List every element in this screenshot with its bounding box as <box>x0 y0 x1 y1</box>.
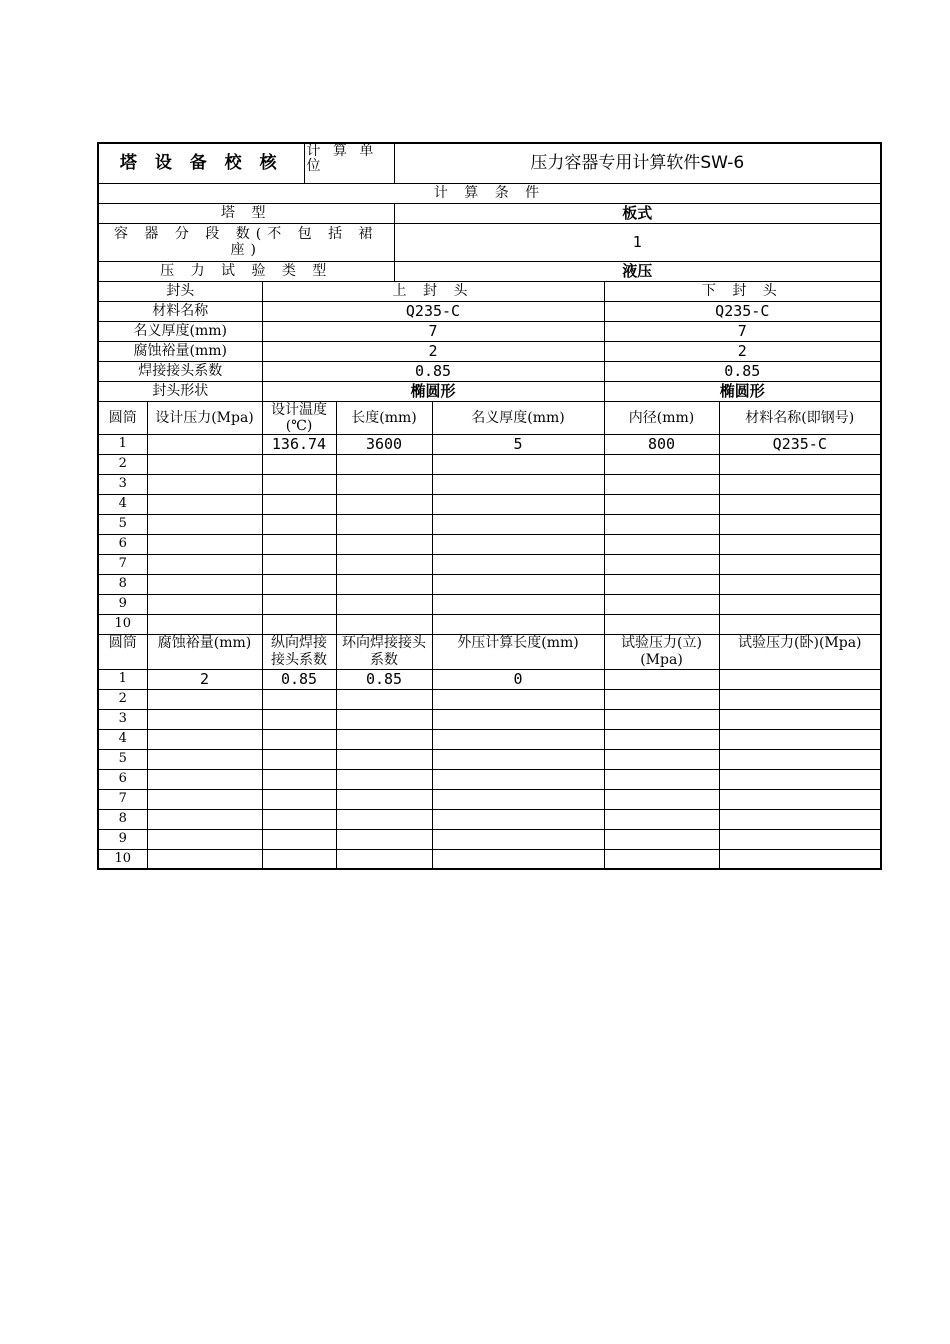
row-index-cell: 8 <box>98 809 147 829</box>
table-cell <box>262 769 336 789</box>
head-row-label: 名义厚度(mm) <box>98 321 262 341</box>
table-cell <box>262 534 336 554</box>
row-index-cell: 10 <box>98 849 147 869</box>
shell1-header-cell: 长度(mm) <box>336 401 432 434</box>
shell2-header-row <box>98 634 881 669</box>
table-cell <box>719 789 881 809</box>
table-cell: 136.74 <box>262 434 336 454</box>
table-cell <box>336 689 432 709</box>
table-cell <box>147 829 262 849</box>
row-index-cell: 9 <box>98 594 147 614</box>
table-cell <box>147 554 262 574</box>
shell-table-test <box>98 634 881 869</box>
row-index-cell: 9 <box>98 829 147 849</box>
row-index-cell: 3 <box>98 474 147 494</box>
row-index-cell: 2 <box>98 454 147 474</box>
tower-type-value: 板式 <box>394 203 881 223</box>
table-cell <box>262 829 336 849</box>
table-cell <box>432 474 604 494</box>
table-cell <box>336 849 432 869</box>
lower-head-value: 0.85 <box>604 361 881 381</box>
row-index-cell: 6 <box>98 769 147 789</box>
header-row <box>98 143 881 183</box>
upper-head-value: Q235-C <box>262 301 604 321</box>
shell2-header-cell: 纵向焊接接头系数 <box>262 634 336 669</box>
head-row-label: 焊接接头系数 <box>98 361 262 381</box>
table-cell <box>719 494 881 514</box>
shell2-header-cell: 外压计算长度(mm) <box>432 634 604 669</box>
row-index-cell: 2 <box>98 689 147 709</box>
calc-unit-label: 计 算 单 位 <box>304 143 394 183</box>
pressure-test-label: 压 力 试 验 类 型 <box>98 261 394 281</box>
table-cell <box>336 514 432 534</box>
table-cell <box>432 574 604 594</box>
table-cell <box>719 554 881 574</box>
table-cell <box>719 849 881 869</box>
upper-head-value: 7 <box>262 321 604 341</box>
table-cell <box>604 514 719 534</box>
table-cell <box>604 614 719 634</box>
table-cell <box>147 534 262 554</box>
table-cell <box>432 554 604 574</box>
table-cell <box>262 614 336 634</box>
table-row <box>98 474 881 494</box>
table-cell <box>719 514 881 534</box>
table-cell <box>432 689 604 709</box>
pressure-test-row <box>98 261 881 281</box>
table-cell: 0 <box>432 669 604 689</box>
table-cell <box>432 454 604 474</box>
table-cell <box>336 614 432 634</box>
head-row-label: 封头形状 <box>98 381 262 401</box>
table-cell <box>432 594 604 614</box>
table-cell <box>432 494 604 514</box>
row-index-cell: 5 <box>98 749 147 769</box>
table-cell <box>604 729 719 749</box>
shell2-header-cell: 试验压力(卧)(Mpa) <box>719 634 881 669</box>
table-cell <box>262 849 336 869</box>
lower-head-value: 7 <box>604 321 881 341</box>
row-index-cell: 6 <box>98 534 147 554</box>
table-cell <box>432 809 604 829</box>
head-row-weld <box>98 361 881 381</box>
table-cell <box>262 749 336 769</box>
segments-value: 1 <box>394 223 881 261</box>
table-cell <box>336 749 432 769</box>
row-index-cell: 1 <box>98 669 147 689</box>
table-cell <box>262 709 336 729</box>
lower-head-value: 椭圆形 <box>604 381 881 401</box>
table-cell <box>604 749 719 769</box>
head-row-shape <box>98 381 881 401</box>
table-cell: 0.85 <box>262 669 336 689</box>
table-cell <box>604 554 719 574</box>
row-index-cell: 1 <box>98 434 147 454</box>
table-cell <box>147 809 262 829</box>
table-row <box>98 669 881 689</box>
table-cell <box>719 689 881 709</box>
table-cell <box>336 594 432 614</box>
table-cell <box>604 574 719 594</box>
table-cell <box>719 809 881 829</box>
table-cell: 3600 <box>336 434 432 454</box>
table-cell <box>719 709 881 729</box>
lower-head-value: 2 <box>604 341 881 361</box>
table-cell <box>719 749 881 769</box>
heads-header-row <box>98 281 881 301</box>
lower-head-value: Q235-C <box>604 301 881 321</box>
table-cell <box>719 474 881 494</box>
table-cell: Q235-C <box>719 434 881 454</box>
table-row <box>98 574 881 594</box>
table-cell <box>336 554 432 574</box>
segments-label: 容 器 分 段 数(不 包 括 裙 座) <box>98 223 394 261</box>
table-cell: 2 <box>147 669 262 689</box>
table-cell <box>336 729 432 749</box>
table-cell <box>262 514 336 534</box>
table-row <box>98 594 881 614</box>
table-cell <box>604 709 719 729</box>
pressure-test-value: 液压 <box>394 261 881 281</box>
table-cell <box>147 789 262 809</box>
table-cell <box>719 669 881 689</box>
table-cell <box>147 434 262 454</box>
row-index-cell: 7 <box>98 554 147 574</box>
head-row-thickness <box>98 321 881 341</box>
table-cell <box>262 789 336 809</box>
shell-table-design <box>98 401 881 634</box>
segments-row <box>98 223 881 261</box>
table-cell <box>262 474 336 494</box>
table-cell <box>719 829 881 849</box>
table-row <box>98 554 881 574</box>
table-cell <box>336 574 432 594</box>
table-row <box>98 434 881 454</box>
table-cell <box>719 594 881 614</box>
row-index-cell: 7 <box>98 789 147 809</box>
conditions-title: 计 算 条 件 <box>98 183 881 203</box>
shell1-header-cell: 圆筒 <box>98 401 147 434</box>
table-cell <box>147 614 262 634</box>
software-name: 压力容器专用计算软件SW-6 <box>394 143 881 183</box>
table-cell <box>604 809 719 829</box>
table-cell <box>432 849 604 869</box>
table-row <box>98 769 881 789</box>
row-index-cell: 4 <box>98 729 147 749</box>
table-cell <box>147 594 262 614</box>
table-row <box>98 614 881 634</box>
head-row-material <box>98 301 881 321</box>
table-cell <box>432 769 604 789</box>
table-cell <box>719 614 881 634</box>
upper-head-label: 上 封 头 <box>262 281 604 301</box>
table-cell <box>147 689 262 709</box>
table-cell <box>147 514 262 534</box>
table-cell <box>604 689 719 709</box>
shell1-header-cell: 材料名称(即钢号) <box>719 401 881 434</box>
lower-head-label: 下 封 头 <box>604 281 881 301</box>
table-cell <box>336 454 432 474</box>
table-cell <box>719 769 881 789</box>
tower-check-sheet <box>97 142 882 870</box>
table-cell <box>262 494 336 514</box>
table-row <box>98 514 881 534</box>
table-cell <box>336 494 432 514</box>
table-cell <box>432 709 604 729</box>
table-cell <box>336 769 432 789</box>
table-cell <box>262 689 336 709</box>
upper-head-value: 0.85 <box>262 361 604 381</box>
table-cell <box>432 514 604 534</box>
table-row <box>98 689 881 709</box>
row-index-cell: 8 <box>98 574 147 594</box>
table-row <box>98 809 881 829</box>
table-row <box>98 494 881 514</box>
table-cell <box>604 829 719 849</box>
row-index-cell: 4 <box>98 494 147 514</box>
table-cell <box>432 789 604 809</box>
row-index-cell: 5 <box>98 514 147 534</box>
table-cell <box>262 574 336 594</box>
table-cell <box>147 474 262 494</box>
shell2-header-cell: 环向焊接接头系数 <box>336 634 432 669</box>
table-cell <box>147 454 262 474</box>
table-cell <box>336 474 432 494</box>
table-cell <box>719 729 881 749</box>
table-row <box>98 709 881 729</box>
table-row <box>98 789 881 809</box>
table-cell <box>262 594 336 614</box>
shell1-header-cell: 名义厚度(mm) <box>432 401 604 434</box>
table-cell <box>604 534 719 554</box>
table-cell <box>147 709 262 729</box>
table-row <box>98 729 881 749</box>
conditions-title-row <box>98 183 881 203</box>
table-cell <box>336 789 432 809</box>
table-cell <box>336 809 432 829</box>
row-index-cell: 3 <box>98 709 147 729</box>
table-cell <box>604 454 719 474</box>
shell2-header-cell: 圆筒 <box>98 634 147 669</box>
table-cell <box>604 474 719 494</box>
table-cell: 800 <box>604 434 719 454</box>
table-cell <box>719 574 881 594</box>
shell1-header-cell: 设计压力(Mpa) <box>147 401 262 434</box>
sheet-title: 塔 设 备 校 核 <box>98 143 304 183</box>
shell2-header-cell: 腐蚀裕量(mm) <box>147 634 262 669</box>
table-cell <box>336 534 432 554</box>
table-cell <box>432 749 604 769</box>
table-row <box>98 534 881 554</box>
table-cell <box>262 454 336 474</box>
head-row-corrosion <box>98 341 881 361</box>
table-cell <box>432 614 604 634</box>
table-cell <box>604 789 719 809</box>
table-cell <box>719 454 881 474</box>
upper-head-value: 椭圆形 <box>262 381 604 401</box>
table-cell <box>604 594 719 614</box>
table-row <box>98 749 881 769</box>
table-cell <box>719 534 881 554</box>
head-row-label: 材料名称 <box>98 301 262 321</box>
table-cell <box>262 809 336 829</box>
table-cell <box>147 729 262 749</box>
table-cell <box>432 829 604 849</box>
shell1-header-cell: 设计温度(℃) <box>262 401 336 434</box>
table-cell <box>604 849 719 869</box>
shell2-header-cell: 试验压力(立)(Mpa) <box>604 634 719 669</box>
table-cell <box>432 729 604 749</box>
table-cell: 5 <box>432 434 604 454</box>
table-cell <box>147 494 262 514</box>
heads-label: 封头 <box>98 281 262 301</box>
table-cell <box>147 749 262 769</box>
table-row <box>98 849 881 869</box>
table-cell <box>336 829 432 849</box>
table-row <box>98 829 881 849</box>
upper-head-value: 2 <box>262 341 604 361</box>
table-cell <box>262 729 336 749</box>
table-cell <box>432 534 604 554</box>
table-cell <box>147 849 262 869</box>
table-cell <box>147 769 262 789</box>
table-row <box>98 454 881 474</box>
table-cell <box>604 669 719 689</box>
row-index-cell: 10 <box>98 614 147 634</box>
tower-type-row <box>98 203 881 223</box>
table-cell <box>604 494 719 514</box>
table-cell: 0.85 <box>336 669 432 689</box>
shell1-header-row <box>98 401 881 434</box>
table-cell <box>262 554 336 574</box>
head-row-label: 腐蚀裕量(mm) <box>98 341 262 361</box>
table-cell <box>336 709 432 729</box>
table-cell <box>604 769 719 789</box>
table-cell <box>147 574 262 594</box>
tower-type-label: 塔 型 <box>98 203 394 223</box>
shell1-header-cell: 内径(mm) <box>604 401 719 434</box>
